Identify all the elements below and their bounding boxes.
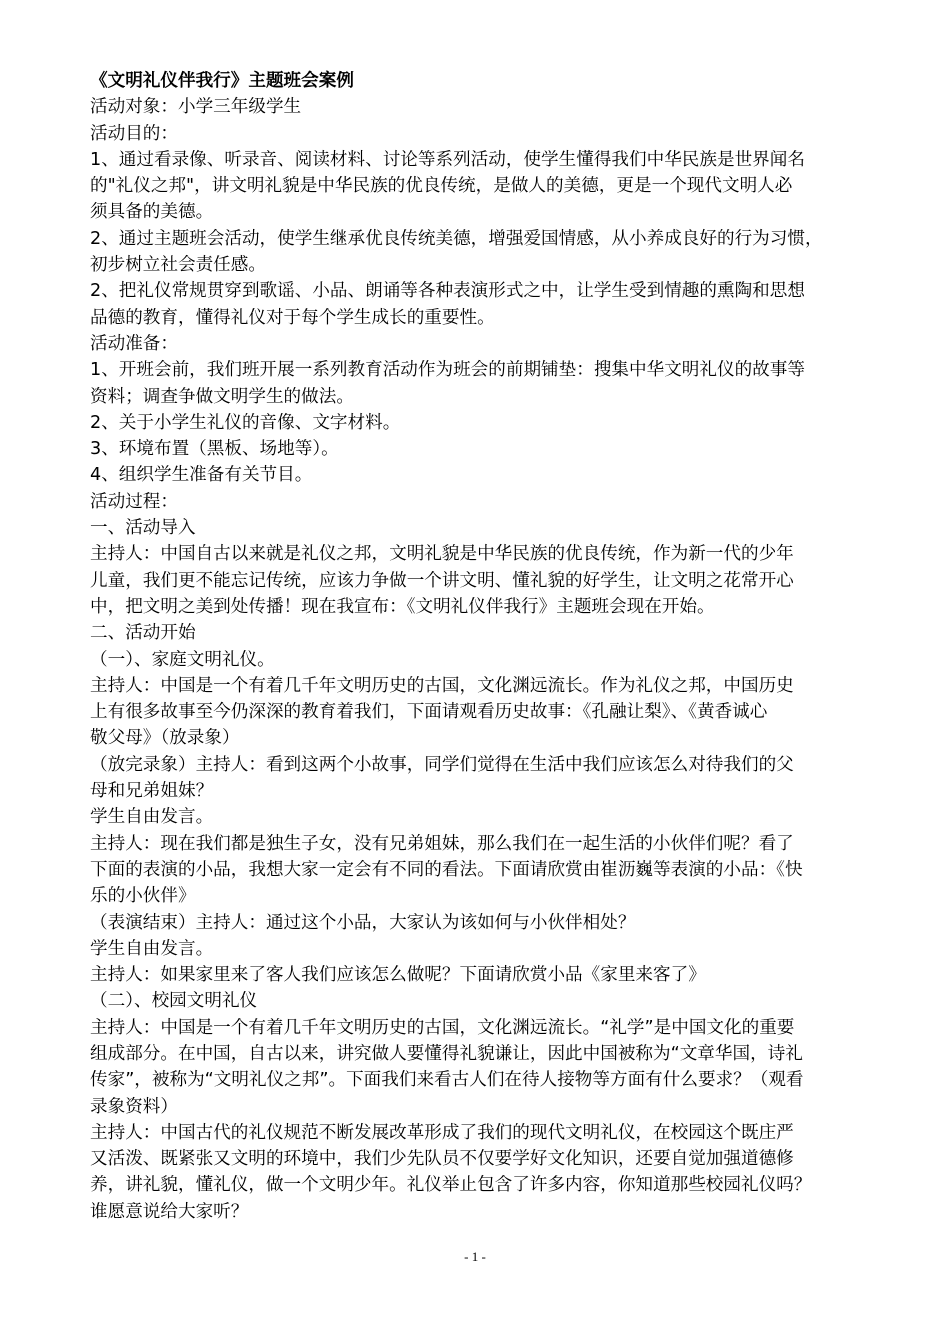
text-line: 学生自由发言。	[90, 938, 214, 959]
text-line: 上有很多故事至今仍深深的教育着我们，下面请观看历史故事：《孔融让梨》、《黄香诚心	[90, 702, 768, 723]
text-line: 1、开班会前，我们班开展一系列教育活动作为班会的前期铺垫：搜集中华文明礼仪的故事等	[90, 360, 805, 381]
text-line: 录象资料）	[90, 1096, 178, 1117]
text-line: 儿童，我们更不能忘记传统，应该力争做一个讲文明、懂礼貌的好学生，让文明之花常开心	[90, 570, 794, 591]
text-line: 谁愿意说给大家听？	[90, 1201, 249, 1222]
text-line: 主持人：中国是一个有着几千年文明历史的古国，文化渊远流长。“礼学”是中国文化的重要	[90, 1017, 795, 1038]
text-line: 活动目的：	[90, 123, 178, 144]
text-line: 资料；调查争做文明学生的做法。	[90, 386, 354, 407]
document-title: 《文明礼仪伴我行》主题班会案例	[90, 71, 354, 91]
text-line: 2、关于小学生礼仪的音像、文字材料。	[90, 412, 401, 433]
text-line: 乐的小伙伴》	[90, 886, 196, 907]
text-line: 下面的表演的小品，我想大家一定会有不同的看法。下面请欣赏由崔沥巍等表演的小品：《快	[90, 859, 803, 880]
text-line: 学生自由发言。	[90, 807, 214, 828]
text-line: 母和兄弟姐妹？	[90, 781, 214, 802]
text-line: 主持人：中国自古以来就是礼仪之邦，文明礼貌是中华民族的优良传统，作为新一代的少年	[90, 544, 794, 565]
text-line: 初步树立社会责任感。	[90, 255, 266, 276]
text-line: 1、通过看录像、听录音、阅读材料、讨论等系列活动，使学生懂得我们中华民族是世界闻名	[90, 149, 805, 170]
text-line: 须具备的美德。	[90, 202, 214, 223]
text-line: 2、通过主题班会活动，使学生继承优良传统美德，增强爱国情感，从小养成良好的行为习惯，	[90, 228, 823, 249]
text-line: （二）、校园文明礼仪	[90, 991, 258, 1012]
document-body	[90, 68, 870, 1225]
text-line: 养，讲礼貌，懂礼仪，做一个文明少年。礼仪举止包含了许多内容，你知道那些校园礼仪吗？	[90, 1175, 812, 1196]
page-number: - 1 -	[464, 1249, 486, 1264]
text-line: （放完录象）主持人：看到这两个小故事，同学们觉得在生活中我们应该怎么对待我们的父	[90, 754, 794, 775]
text-line: 品德的教育，懂得礼仪对于每个学生成长的重要性。	[90, 307, 495, 328]
text-line: 主持人：如果家里来了客人我们应该怎么做呢？下面请欣赏小品《家里来客了》	[90, 965, 706, 986]
text-line: 主持人：现在我们都是独生子女，没有兄弟姐妹，那么我们在一起生活的小伙伴们呢？看了	[90, 833, 794, 854]
text-line: 主持人：中国是一个有着几千年文明历史的古国，文化渊远流长。作为礼仪之邦，中国历史	[90, 675, 794, 696]
text-line: 2、把礼仪常规贯穿到歌谣、小品、朗诵等各种表演形式之中，让学生受到情趣的熏陶和思想	[90, 281, 805, 302]
text-line: 3、环境布置（黑板、场地等）。	[90, 439, 339, 460]
text-line: 的"礼仪之邦"，讲文明礼貌是中华民族的优良传统，是做人的美德，更是一个现代文明人必	[90, 176, 793, 197]
text-line: 组成部分。在中国，自古以来，讲究做人要懂得礼貌谦让，因此中国被称为“文章华国，诗礼	[90, 1043, 803, 1064]
text-line: 又活泼、既紧张又文明的环境中，我们少先队员不仅要学好文化知识，还要自觉加强道德修	[90, 1149, 794, 1170]
text-line: 一、活动导入	[90, 518, 196, 539]
text-line: 二、活动开始	[90, 623, 196, 644]
text-line: （表演结束）主持人：通过这个小品，大家认为该如何与小伙伴相处？	[90, 912, 636, 933]
text-line: 传家”，被称为“文明礼仪之邦”。下面我们来看古人们在待人接物等方面有什么要求？（观看	[90, 1070, 804, 1091]
text-line: 活动过程：	[90, 491, 178, 512]
text-line: （一）、家庭文明礼仪。	[90, 649, 275, 670]
text-line: 活动准备：	[90, 333, 178, 354]
document-lines	[90, 94, 870, 1225]
text-line: 活动对象：小学三年级学生	[90, 97, 302, 118]
text-line: 中，把文明之美到处传播！现在我宣布：《文明礼仪伴我行》主题班会现在开始。	[90, 596, 715, 617]
text-line: 敬父母》（放录象）	[90, 728, 240, 749]
text-line: 4、组织学生准备有关节目。	[90, 465, 313, 486]
text-line: 主持人：中国古代的礼仪规范不断发展改革形成了我们的现代文明礼仪，在校园这个既庄严	[90, 1122, 794, 1143]
